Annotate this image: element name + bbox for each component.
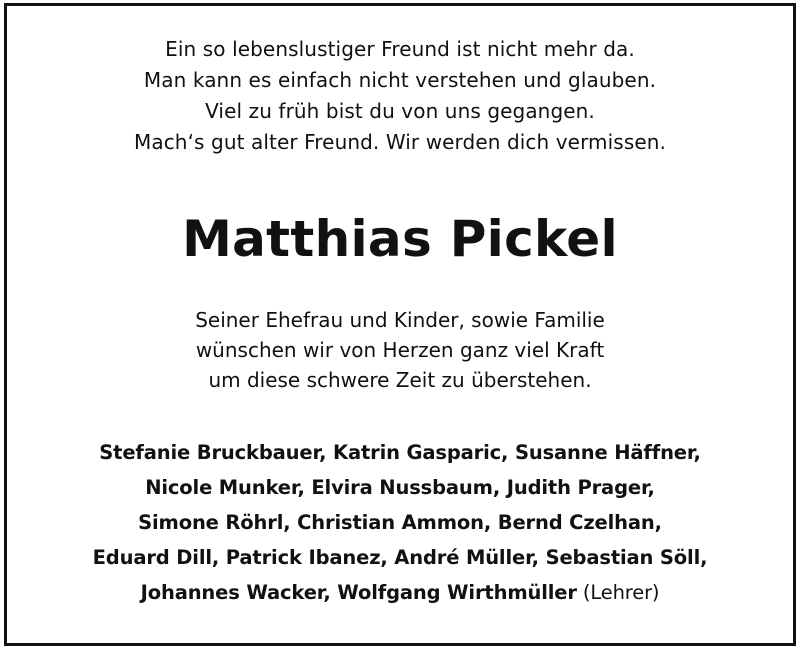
memorial-verse [7, 34, 793, 158]
signatories-last-line [7, 575, 793, 610]
signatories [7, 435, 793, 610]
signatories-line: Nicole Munker, Elvira Nussbaum, Judith Prager, [145, 476, 655, 499]
verse-line: Ein so lebenslustiger Freund ist nicht mehr da. [165, 37, 635, 61]
obituary-notice [7, 6, 793, 643]
signatories-line: Simone Röhrl, Christian Ammon, Bernd Czelhan, [138, 511, 662, 534]
signatories-line: Stefanie Bruckbauer, Katrin Gasparic, Susanne Häffner, [99, 441, 701, 464]
wishes-line: Seiner Ehefrau und Kinder, sowie Familie [195, 308, 605, 332]
verse-line: Mach‘s gut alter Freund. Wir werden dich vermissen. [134, 130, 666, 154]
deceased-name: Matthias Pickel [182, 210, 618, 268]
verse-line: Viel zu früh bist du von uns gegangen. [205, 99, 595, 123]
signatories-last-names: Johannes Wacker, Wolfgang Wirthmüller [140, 581, 577, 604]
notice-border [4, 3, 796, 646]
wishes-line: wünschen wir von Herzen ganz viel Kraft [195, 338, 605, 362]
signatories-line: Eduard Dill, Patrick Ibanez, André Müller, Sebastian Söll, [92, 546, 708, 569]
wishes-line: um diese schwere Zeit zu überstehen. [208, 368, 592, 392]
signatories-role-note: (Lehrer) [576, 581, 660, 604]
condolence-wishes [7, 305, 793, 395]
verse-line: Man kann es einfach nicht verstehen und glauben. [143, 68, 657, 92]
